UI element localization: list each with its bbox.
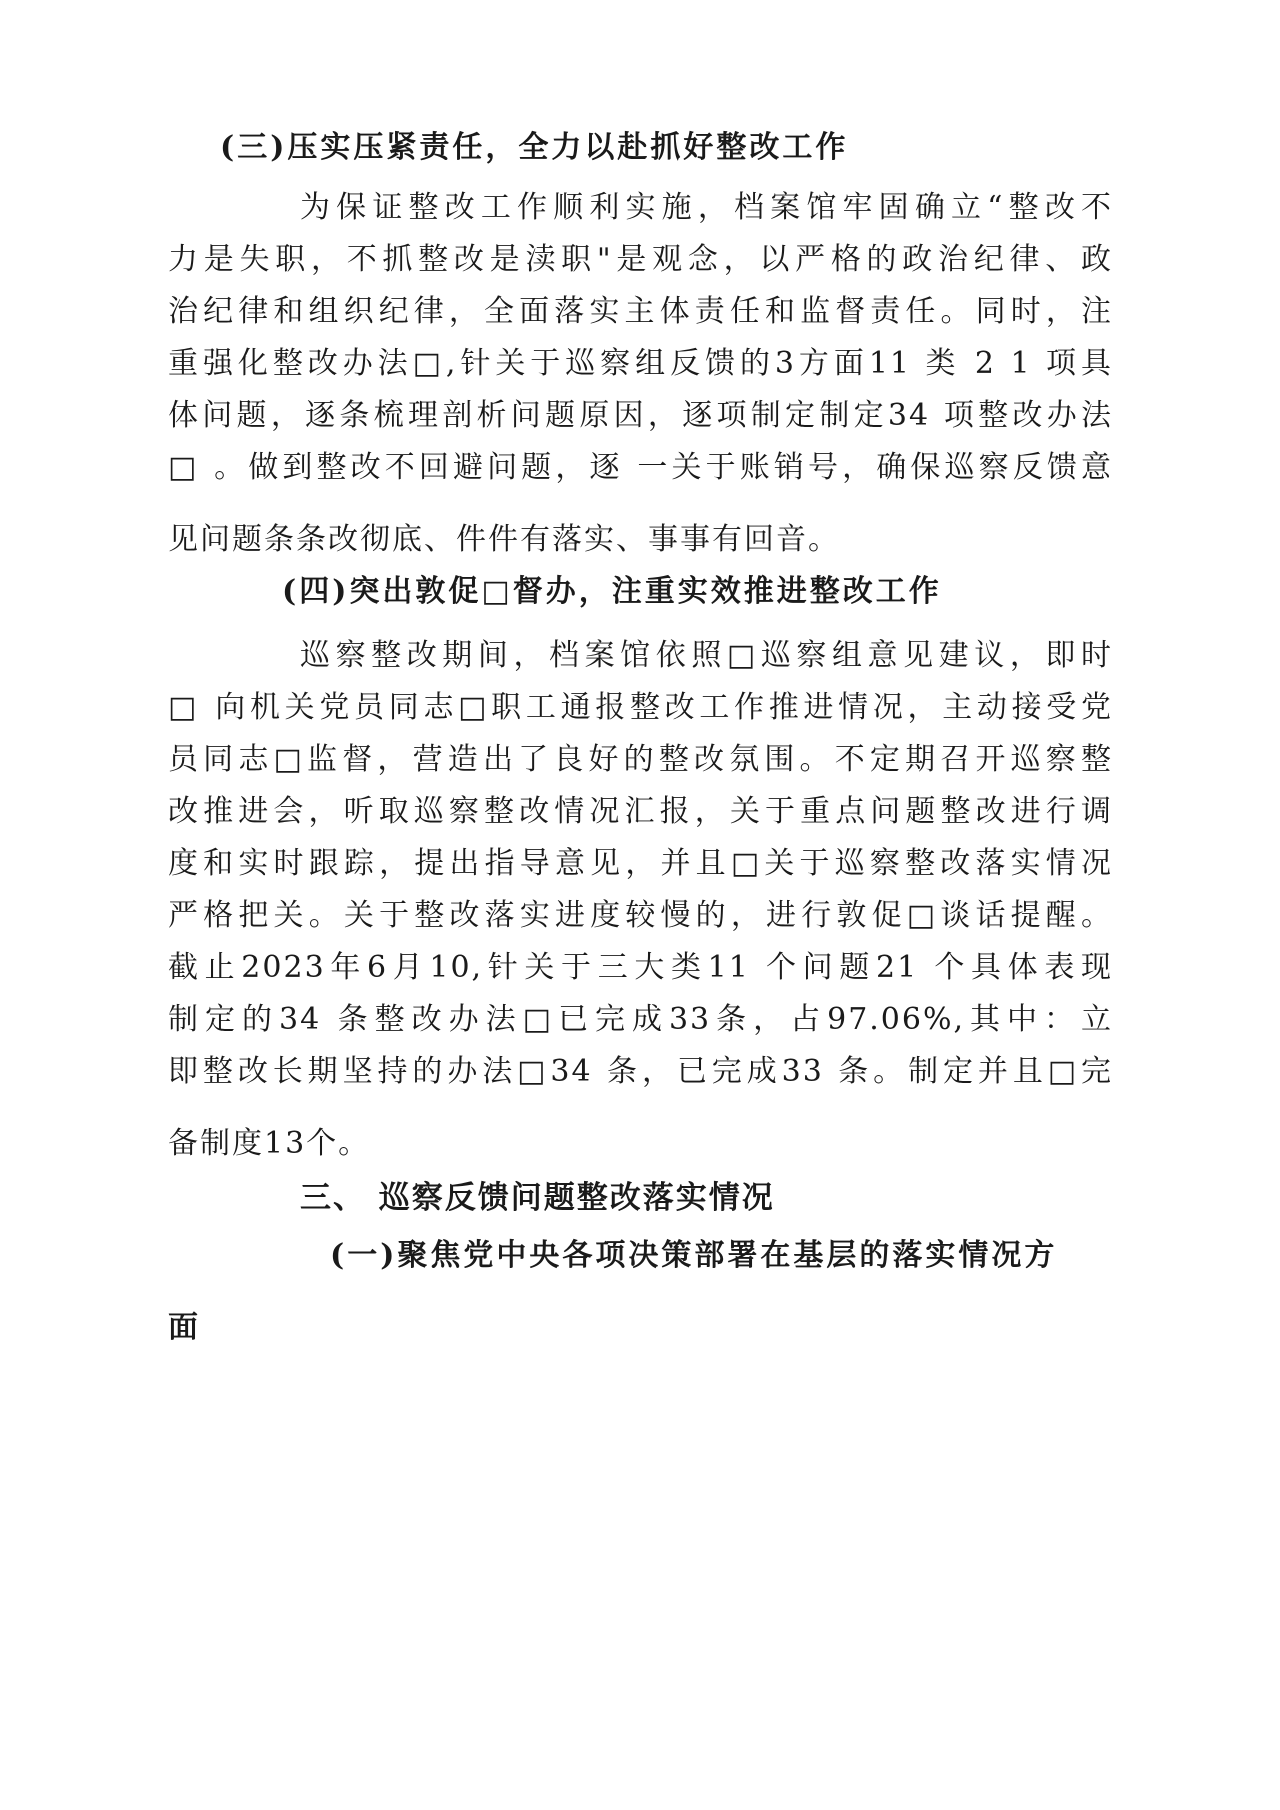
section-4-line-3: 员同志□监督，营造出了良好的整改氛围。不定期召开巡察整 [168, 742, 1113, 777]
section-4-line-2: □ 向机关党员同志□职工通报整改工作推进情况，主动接受党 [168, 690, 1113, 725]
section-3-line-5: 体问题，逐条梳理剖析问题原因，逐项制定制定34 项整改办法 [168, 398, 1113, 433]
section-3-line-4: 重强化整改办法□,针关于巡察组反馈的3方面11 类 2 1 项具 [168, 346, 1113, 381]
section-3-line-2: 力是失职，不抓整改是渎职"是观念，以严格的政治纪律、政 [168, 242, 1113, 277]
section-4-line-5: 度和实时跟踪，提出指导意见，并且□关于巡察整改落实情况 [168, 846, 1113, 881]
section-4-line-6: 严格把关。关于整改落实进度较慢的，进行敦促□谈话提醒。 [168, 898, 1113, 933]
section-4-line-7: 截止2023年6月10,针关于三大类11 个问题21 个具体表现 [168, 950, 1113, 985]
section-4-line-9: 即整改长期坚持的办法□34 条，已完成33 条。制定并且□完 [168, 1054, 1113, 1089]
part-3-title: 三、 巡察反馈问题整改落实情况 [300, 1180, 775, 1216]
section-4-line-4: 改推进会，听取巡察整改情况汇报，关于重点问题整改进行调 [168, 794, 1113, 829]
section-3-line-6: □ 。做到整改不回避问题，逐 一关于账销号，确保巡察反馈意 [168, 450, 1113, 485]
section-3-line-3: 治纪律和组织纪律，全面落实主体责任和监督责任。同时，注 [168, 294, 1113, 329]
section-4-line-10: 备制度13个。 [168, 1126, 371, 1161]
section-4-heading: (四)突出敦促□督办，注重实效推进整改工作 [282, 574, 942, 609]
part-3-sub-heading-continued: 面 [168, 1310, 201, 1345]
section-4-line-8: 制定的34 条整改办法□已完成33条，占97.06%,其中：立 [168, 1002, 1113, 1037]
section-3-line-1: 为保证整改工作顺利实施，档案馆牢固确立“整改不 [300, 190, 1113, 225]
part-3-sub-heading: (一)聚焦党中央各项决策部署在基层的落实情况方 [330, 1238, 1058, 1273]
section-4-line-1: 巡察整改期间，档案馆依照□巡察组意见建议，即时 [300, 638, 1113, 673]
section-3-line-7: 见问题条条改彻底、件件有落实、事事有回音。 [168, 522, 840, 557]
section-3-heading: (三)压实压紧责任，全力以赴抓好整改工作 [220, 130, 849, 165]
